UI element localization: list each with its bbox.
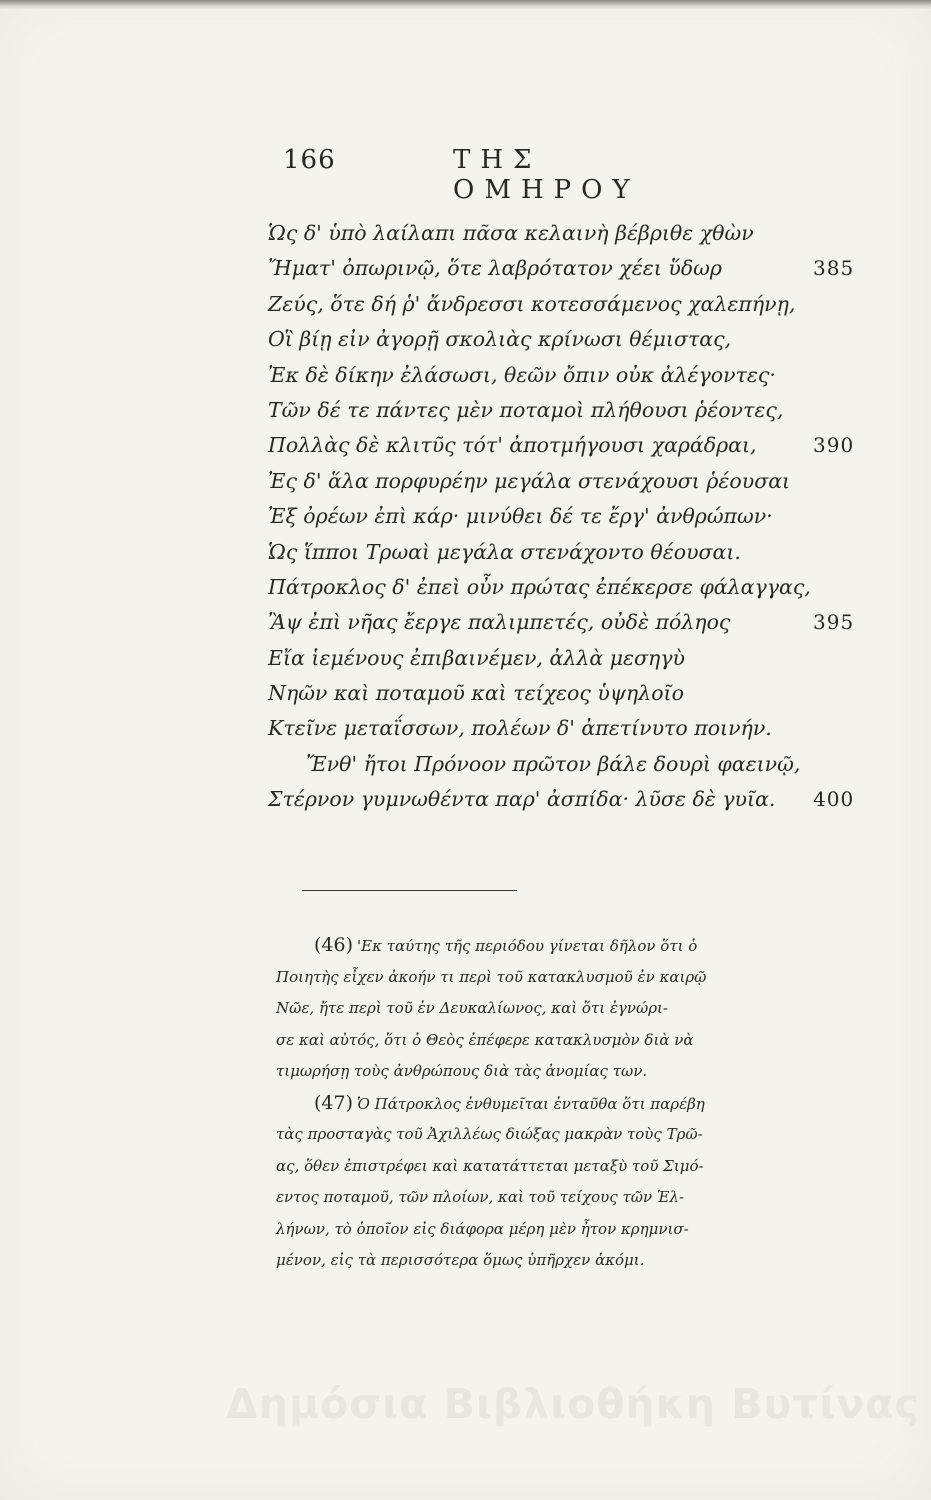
verse-line xyxy=(268,711,908,746)
footnote-text: Ὁ Πάτροκλος ἐνθυμεῖται ἐνταῦθα ὅτι παρέβη xyxy=(357,1094,705,1113)
verse-text: Εἴα ἱεμένους ἐπιβαινέμεν, ἀλλὰ μεσηγὺ xyxy=(268,645,686,670)
footnote-text: τιμωρήσῃ τοὺς ἀνθρώπους διὰ τὰς ἀνομίας των. xyxy=(276,1062,648,1080)
footnote-text: μένον, εἰς τὰ περισσότερα ὅμως ὑπῆρχεν ἀκόμι. xyxy=(276,1251,645,1269)
verse-text: Ὡς ἵπποι Τρωαὶ μεγάλα στενάχοντο θέουσαι. xyxy=(268,539,741,564)
verse-text: Στέρνον γυμνωθέντα παρ' ἀσπίδα· λῦσε δὲ γυῖα. xyxy=(268,787,776,812)
verse-line xyxy=(268,464,908,499)
verse-line xyxy=(268,322,908,357)
footnote-text: τὰς προσταγὰς τοῦ Ἀχιλλέως διώξας μακρὰν τοὺς Τρῶ- xyxy=(276,1125,703,1143)
footnote-line xyxy=(276,962,906,994)
footnote-number: (46) xyxy=(314,934,354,956)
footnote-text: σε καὶ αὐτός, ὅτι ὁ Θεὸς ἐπέφερε κατακλυσμὸν διὰ νὰ xyxy=(276,1030,694,1049)
verse-line xyxy=(268,641,908,676)
footnotes xyxy=(276,930,906,1277)
verse-text: Ἐξ ὀρέων ἐπὶ κάρ· μινύθει δέ τε ἔργ' ἀνθρώπων· xyxy=(268,504,773,529)
verse-line xyxy=(268,782,908,817)
footnote-line xyxy=(276,1245,906,1277)
verse-line xyxy=(268,358,908,393)
verse-text: Τῶν δέ τε πάντες μὲν ποταμοὶ πλήθουσι ῥέοντες, xyxy=(268,397,784,422)
verse-text: Ἐκ δὲ δίκην ἐλάσωσι, θεῶν ὄπιν οὐκ ἀλέγοντες· xyxy=(268,362,776,387)
footnote-line xyxy=(276,1056,906,1088)
line-number: 385 xyxy=(813,256,855,281)
verse-line xyxy=(268,287,908,322)
footnote-line xyxy=(276,1088,906,1120)
page-header xyxy=(283,145,743,205)
footnote-line xyxy=(276,1119,906,1151)
footnote-line xyxy=(276,930,906,962)
verse-text: Πάτροκλος δ' ἐπεὶ οὖν πρώτας ἐπέκερσε φάλαγγας, xyxy=(268,574,811,599)
verse-line xyxy=(268,605,908,640)
verse-line xyxy=(268,747,908,782)
verse-line xyxy=(268,535,908,570)
footnote-text: ας, ὅθεν ἐπιστρέφει καὶ κατατάττεται μεταξὺ τοῦ Σιμό- xyxy=(276,1156,704,1175)
verse-line xyxy=(268,251,908,286)
verse-text: Νηῶν καὶ ποταμοῦ καὶ τείχεος ὑψηλοῖο xyxy=(268,681,684,706)
footnote-text: 'Εκ ταύτης τῆς περιόδου γίνεται δῆλον ὅτι ὁ xyxy=(357,937,698,955)
footnote-text: Ποιητὴς εἶχεν ἀκοήν τι περὶ τοῦ κατακλυσμοῦ ἐν καιρῷ xyxy=(276,967,707,986)
footnote-text: εντος ποταμοῦ, τῶν πλοίων, καὶ τοῦ τείχους τῶν Ἑλ- xyxy=(276,1188,685,1206)
footnote-line xyxy=(276,993,906,1025)
verse-line xyxy=(268,428,908,463)
verse-text: Ἂψ ἐπὶ νῆας ἔεργε παλιμπετές, οὐδὲ πόληος xyxy=(268,610,731,635)
verse-text: Κτεῖνε μεταΐσσων, πολέων δ' ἀπετίνυτο ποινήν. xyxy=(268,716,772,741)
verse-block xyxy=(268,216,908,818)
verse-text: Οἳ βίῃ εἰν ἀγορῇ σκολιὰς κρίνωσι θέμιστας, xyxy=(268,327,732,352)
line-number: 395 xyxy=(813,610,855,635)
verse-text: Ἔνθ' ἤτοι Πρόνοον πρῶτον βάλε δουρὶ φαεινῷ, xyxy=(306,751,801,776)
footnote-rule xyxy=(302,890,517,891)
footnote xyxy=(276,1088,906,1277)
footnote-line xyxy=(276,1151,906,1183)
verse-line xyxy=(268,393,908,428)
verse-line xyxy=(268,216,908,251)
footnote xyxy=(276,930,906,1088)
verse-text: Ἤματ' ὀπωρινῷ, ὅτε λαβρότατον χέει ὕδωρ xyxy=(268,256,722,281)
footnote-text: λήνων, τὸ ὁποῖον εἰς διάφορα μέρη μὲν ἦτον κρημνισ- xyxy=(276,1219,689,1238)
footnote-line xyxy=(276,1214,906,1246)
library-watermark: Δημόσια Βιβλιοθήκη Βυτίνας xyxy=(226,1380,920,1428)
verse-text: Ζεύς, ὅτε δή ῥ' ἄνδρεσσι κοτεσσάμενος χαλεπήνῃ, xyxy=(268,291,796,316)
page-number: 166 xyxy=(283,145,336,175)
verse-line xyxy=(268,570,908,605)
verse-text: Ἐς δ' ἅλα πορφυρέην μεγάλα στενάχουσι ῥέουσαι xyxy=(268,468,791,493)
footnote-line xyxy=(276,1182,906,1214)
verse-line xyxy=(268,676,908,711)
footnote-text: Νῶε, ἤτε περὶ τοῦ ἐν Δευκαλίωνος, καὶ ὅτι ἐγνώρι- xyxy=(276,999,668,1017)
verse-text: Ὡς δ' ὑπὸ λαίλαπι πᾶσα κελαινὴ βέβριθε χθὼν xyxy=(268,221,754,245)
scan-edge xyxy=(0,0,931,10)
verse-line xyxy=(268,499,908,534)
verse-text: Πολλὰς δὲ κλιτῦς τότ' ἀποτμήγουσι χαράδραι, xyxy=(268,433,757,458)
footnote-line xyxy=(276,1025,906,1057)
footnote-number: (47) xyxy=(314,1091,354,1114)
running-title: ΤΗΣ ΟΜΗΡΟΥ xyxy=(453,145,640,205)
line-number: 400 xyxy=(813,787,855,812)
line-number: 390 xyxy=(813,433,855,458)
